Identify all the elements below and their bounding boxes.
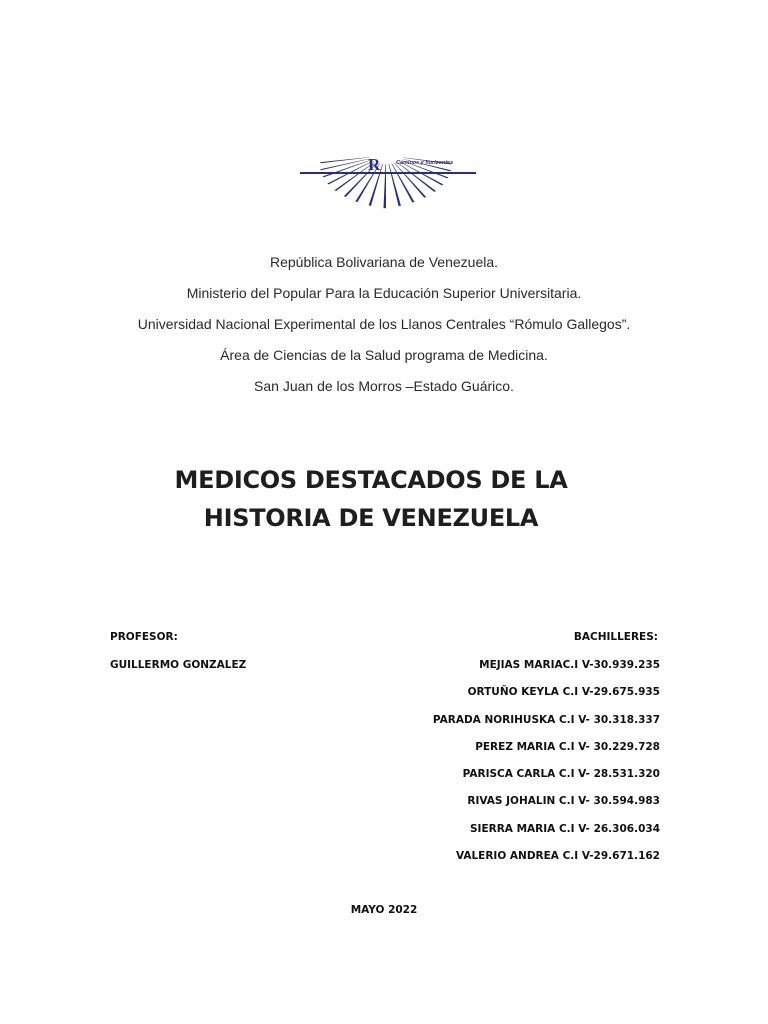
document-date: MAYO 2022 xyxy=(350,904,418,916)
student-entry: VALERIO ANDREA C.I V-29.671.162 xyxy=(455,850,660,863)
logo-ray xyxy=(389,164,401,206)
student-entry: MEJIAS MARIAC.I V-30.939.235 xyxy=(479,659,660,671)
header-line-location: San Juan de los Morros –Estado Guárico. xyxy=(254,378,514,394)
logo-ray xyxy=(320,159,369,171)
document-title xyxy=(0,461,742,537)
logo-horizon xyxy=(300,172,476,174)
title-line-1: MEDICOS DESTACADOS DE LA xyxy=(174,466,568,494)
logo-ray xyxy=(320,157,369,163)
university-logo xyxy=(298,152,478,210)
logo-ray xyxy=(383,164,386,208)
student-entry: PARISCA CARLA C.I V- 28.531.320 xyxy=(462,768,660,781)
university-rays-logo-icon xyxy=(298,152,478,210)
logo-monogram: R xyxy=(368,155,381,174)
header-line-country: República Bolivariana de Venezuela. xyxy=(269,254,499,270)
logo-slogan: Caminos y horizontes xyxy=(396,160,454,166)
institution-header xyxy=(0,252,768,407)
logo-ray xyxy=(391,164,414,203)
header-line-ministry: Ministerio del Popular Para la Educación Superior Universitaria. xyxy=(186,285,582,301)
student-entry: PARADA NORIHUSKA C.I V- 30.318.337 xyxy=(432,713,660,726)
title-line-2: HISTORIA DE VENEZUELA xyxy=(203,504,539,532)
header-line-university: Universidad Nacional Experimental de los Llanos Centrales “Rómulo Gallegos”. xyxy=(137,316,631,332)
header-line-area: Área de Ciencias de la Salud programa de Medicina. xyxy=(220,347,548,363)
professor-label: PROFESOR: xyxy=(110,631,178,643)
student-entry: ORTUÑO KEYLA C.I V-29.675.935 xyxy=(467,686,660,699)
student-entry: PEREZ MARIA C.I V- 30.229.728 xyxy=(475,740,660,753)
student-entry: SIERRA MARIA C.I V- 26.306.034 xyxy=(470,822,660,835)
students-label: BACHILLERES: xyxy=(573,631,658,643)
student-entry: RIVAS JOHALIN C.I V- 30.594.983 xyxy=(467,795,660,808)
professor-name: GUILLERMO GONZALEZ xyxy=(110,659,247,671)
students-list xyxy=(433,658,660,876)
